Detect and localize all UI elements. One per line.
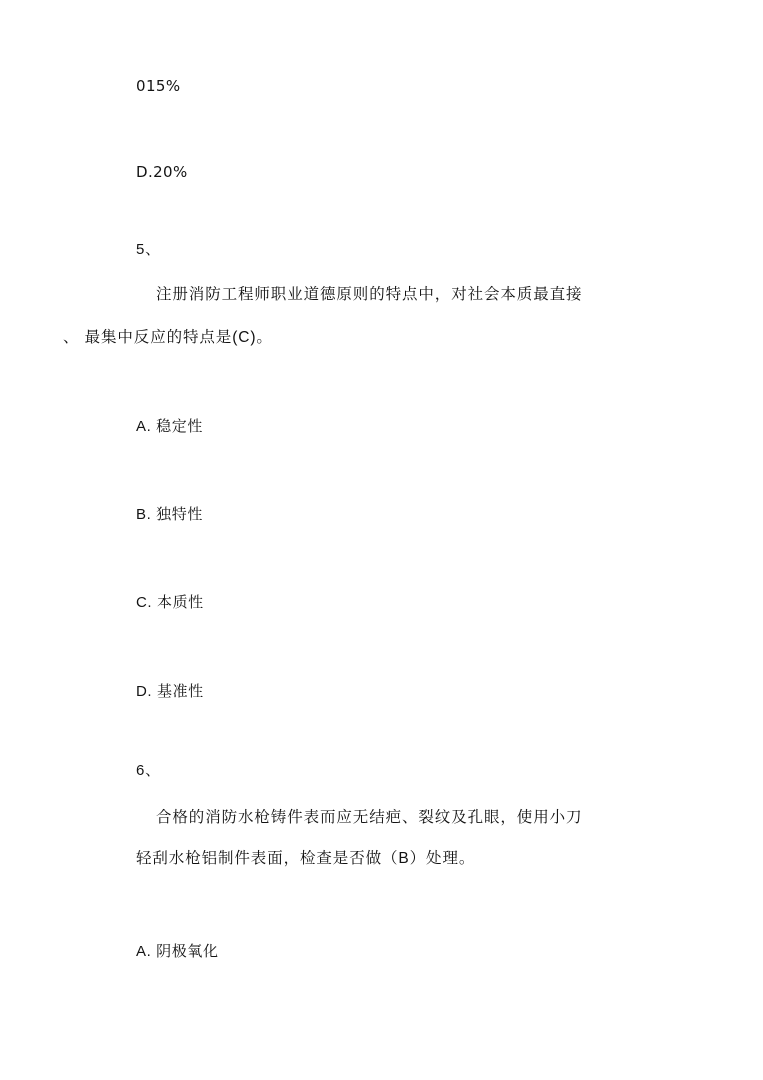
question-6-number: 6、 <box>136 762 161 779</box>
question-5-stem-line-1: 注册消防工程师职业道德原则的特点中，对社会本质最直接 <box>156 286 583 303</box>
question-5-option-a: A. 稳定性 <box>136 418 203 435</box>
option-d-20-percent: D.20% <box>136 163 188 181</box>
question-5-number: 5、 <box>136 241 161 258</box>
question-6-stem-line-1: 合格的消防水枪铸件表而应无结疤、裂纹及孔眼，使用小刀 <box>156 809 583 826</box>
question-5-option-b: B. 独特性 <box>136 506 203 523</box>
question-6-stem-line-2: 轻刮水枪铝制件表面，检查是否做（B）处理。 <box>136 850 476 867</box>
question-5-option-c: C. 本质性 <box>136 594 204 611</box>
option-c-partial-text: 015% <box>136 77 181 95</box>
question-6-option-a: A. 阴极氧化 <box>136 943 219 960</box>
question-5-option-d: D. 基准性 <box>136 683 204 700</box>
question-5-stem-line-2: 、 最集中反应的特点是(C)。 <box>63 329 273 346</box>
